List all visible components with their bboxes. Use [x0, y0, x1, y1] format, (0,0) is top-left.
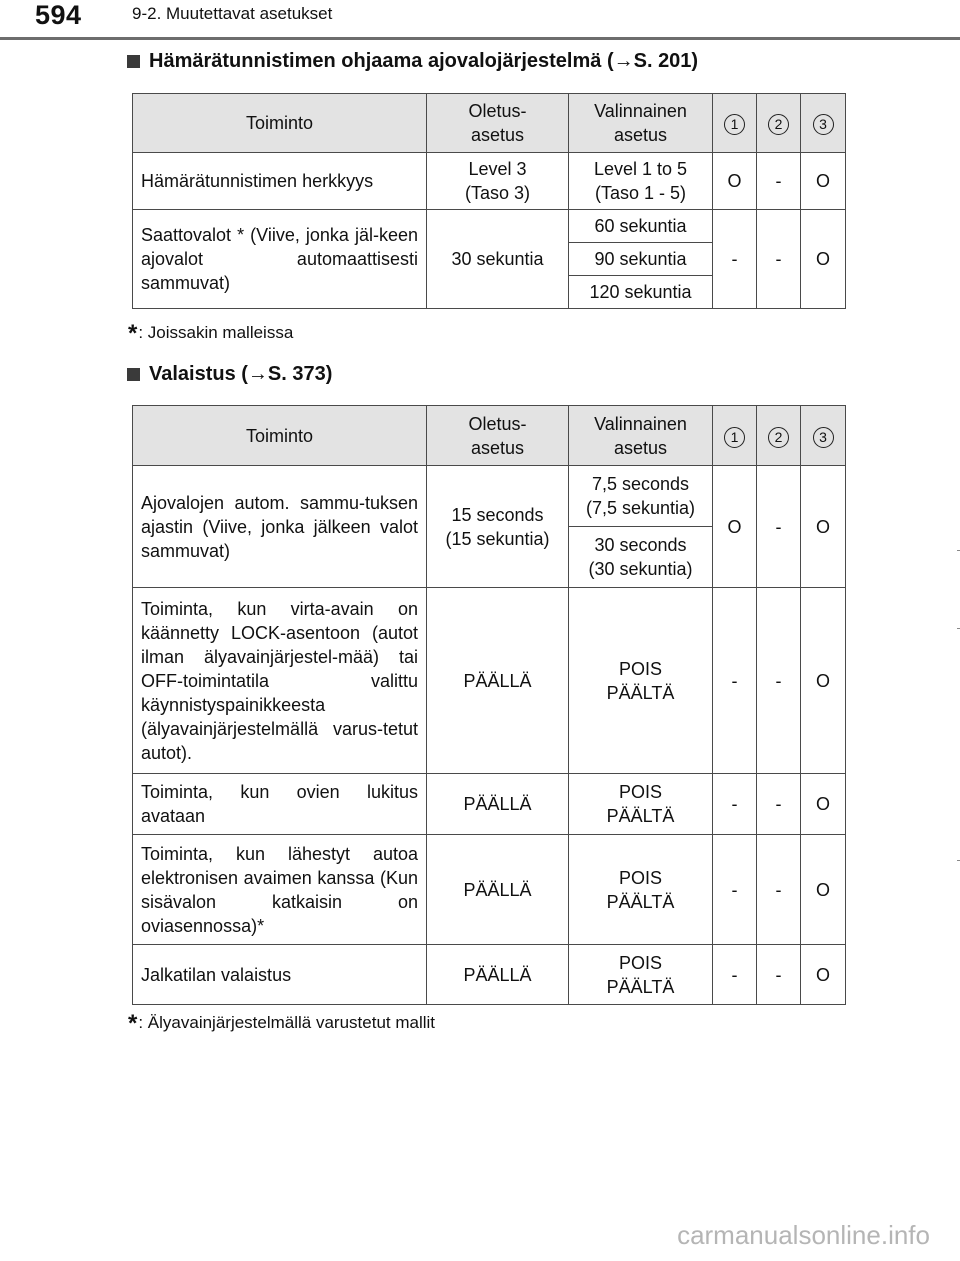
header-customization-c2 — [757, 406, 801, 466]
mark-cell-1: - — [713, 945, 757, 1005]
footnote-2 — [128, 1010, 435, 1038]
mark-cell-3: O — [801, 210, 846, 309]
mark-cell-3: O — [801, 466, 846, 588]
page-number: 594 — [35, 0, 82, 30]
table-row — [133, 466, 846, 527]
circled-number-icon: 1 — [724, 114, 745, 135]
mark-cell-3: O — [801, 835, 846, 945]
option-cell: POIS PÄÄLTÄ — [569, 835, 713, 945]
mark-cell-2: - — [757, 774, 801, 835]
mark-cell-2: - — [757, 210, 801, 309]
table-row — [133, 945, 846, 1005]
mark-cell-1: - — [713, 588, 757, 774]
function-cell: Jalkatilan valaistus — [133, 945, 427, 1005]
mark-cell-1: - — [713, 835, 757, 945]
circled-number-icon: 3 — [813, 114, 834, 135]
function-cell: Ajovalojen autom. sammu-tuksen ajastin (Viive, jonka jälkeen valot sammuvat) — [133, 466, 427, 588]
mark-cell-2: - — [757, 835, 801, 945]
mark-cell-3: O — [801, 153, 846, 210]
section-heading-2 — [127, 363, 332, 386]
option-cell: Level 1 to 5 (Taso 1 - 5) — [569, 153, 713, 210]
default-cell: PÄÄLLÄ — [427, 835, 569, 945]
mark-cell-2: - — [757, 466, 801, 588]
header-function: Toiminto — [133, 406, 427, 466]
mark-cell-3: O — [801, 945, 846, 1005]
header-customization-c3 — [801, 94, 846, 153]
mark-cell-1: - — [713, 774, 757, 835]
option-cell: 90 sekuntia — [569, 243, 713, 276]
table-header-row — [133, 94, 846, 153]
footnote-2-text: : Älyavainjärjestelmällä varustetut mallit — [138, 1013, 436, 1032]
mark-cell-1: - — [713, 210, 757, 309]
mark-cell-2: - — [757, 153, 801, 210]
section-title-2: Valaistus (→S. 373) — [149, 363, 333, 385]
square-bullet-icon — [127, 368, 140, 381]
option-cell: POIS PÄÄLTÄ — [569, 945, 713, 1005]
header-customization-c1 — [713, 94, 757, 153]
function-cell: Saattovalot * (Viive, jonka jäl-keen ajovalot automaattisesti sammuvat) — [133, 210, 427, 309]
default-cell: Level 3 (Taso 3) — [427, 153, 569, 210]
circled-number-icon: 1 — [724, 427, 745, 448]
table-row — [133, 210, 846, 243]
asterisk-icon: * — [128, 1010, 138, 1037]
function-cell: Toiminta, kun virta-avain on käännetty LOCK-asentoon (autot ilman älyavainjärjestel-mää) tai OFF-toimintatila valittu käynnistyspainikkeesta (älyavainjärjestelmällä varus-tetut autot). — [133, 588, 427, 774]
section-heading-1 — [127, 50, 698, 73]
mark-cell-2: - — [757, 588, 801, 774]
square-bullet-icon — [127, 55, 140, 68]
watermark: carmanualsonline.info — [677, 1220, 930, 1250]
header-customization-c3 — [801, 406, 846, 466]
function-cell: Toiminta, kun ovien lukitus avataan — [133, 774, 427, 835]
option-cell: 30 seconds (30 sekuntia) — [569, 527, 713, 588]
table-row — [133, 835, 846, 945]
header-customization-c1 — [713, 406, 757, 466]
option-cell: 120 sekuntia — [569, 276, 713, 309]
section-title-1: Hämärätunnistimen ohjaama ajovalojärjestelmä (→S. 201) — [149, 50, 699, 72]
option-cell: 7,5 seconds (7,5 sekuntia) — [569, 466, 713, 527]
default-cell: PÄÄLLÄ — [427, 945, 569, 1005]
header-optional: Valinnainen asetus — [569, 94, 713, 153]
table-row — [133, 153, 846, 210]
option-cell: POIS PÄÄLTÄ — [569, 774, 713, 835]
circled-number-icon: 3 — [813, 427, 834, 448]
default-cell: 30 sekuntia — [427, 210, 569, 309]
header-default: Oletus- asetus — [427, 406, 569, 466]
header-optional: Valinnainen asetus — [569, 406, 713, 466]
mark-cell-1: O — [713, 466, 757, 588]
function-cell: Toiminta, kun lähestyt autoa elektronisen avaimen kanssa (Kun sisävalon katkaisin on oviasennossa)* — [133, 835, 427, 945]
circled-number-icon: 2 — [768, 114, 789, 135]
asterisk-icon: * — [128, 320, 138, 347]
default-cell: PÄÄLLÄ — [427, 774, 569, 835]
table-row — [133, 774, 846, 835]
footnote-1 — [128, 320, 293, 348]
settings-table-1 — [132, 93, 846, 309]
option-cell: POIS PÄÄLTÄ — [569, 588, 713, 774]
mark-cell-3: O — [801, 774, 846, 835]
default-cell: 15 seconds (15 sekuntia) — [427, 466, 569, 588]
table-row — [133, 588, 846, 774]
mark-cell-1: O — [713, 153, 757, 210]
circled-number-icon: 2 — [768, 427, 789, 448]
header-default: Oletus- asetus — [427, 94, 569, 153]
footnote-1-text: : Joissakin malleissa — [138, 323, 294, 342]
option-cell: 60 sekuntia — [569, 210, 713, 243]
default-cell: PÄÄLLÄ — [427, 588, 569, 774]
header-function: Toiminto — [133, 94, 427, 153]
chapter-title: 9-2. Muutettavat asetukset — [132, 4, 333, 23]
mark-cell-2: - — [757, 945, 801, 1005]
header-customization-c2 — [757, 94, 801, 153]
function-cell: Hämärätunnistimen herkkyys — [133, 153, 427, 210]
mark-cell-3: O — [801, 588, 846, 774]
settings-table-2 — [132, 405, 846, 1005]
header-rule — [0, 37, 960, 40]
table-header-row — [133, 406, 846, 466]
